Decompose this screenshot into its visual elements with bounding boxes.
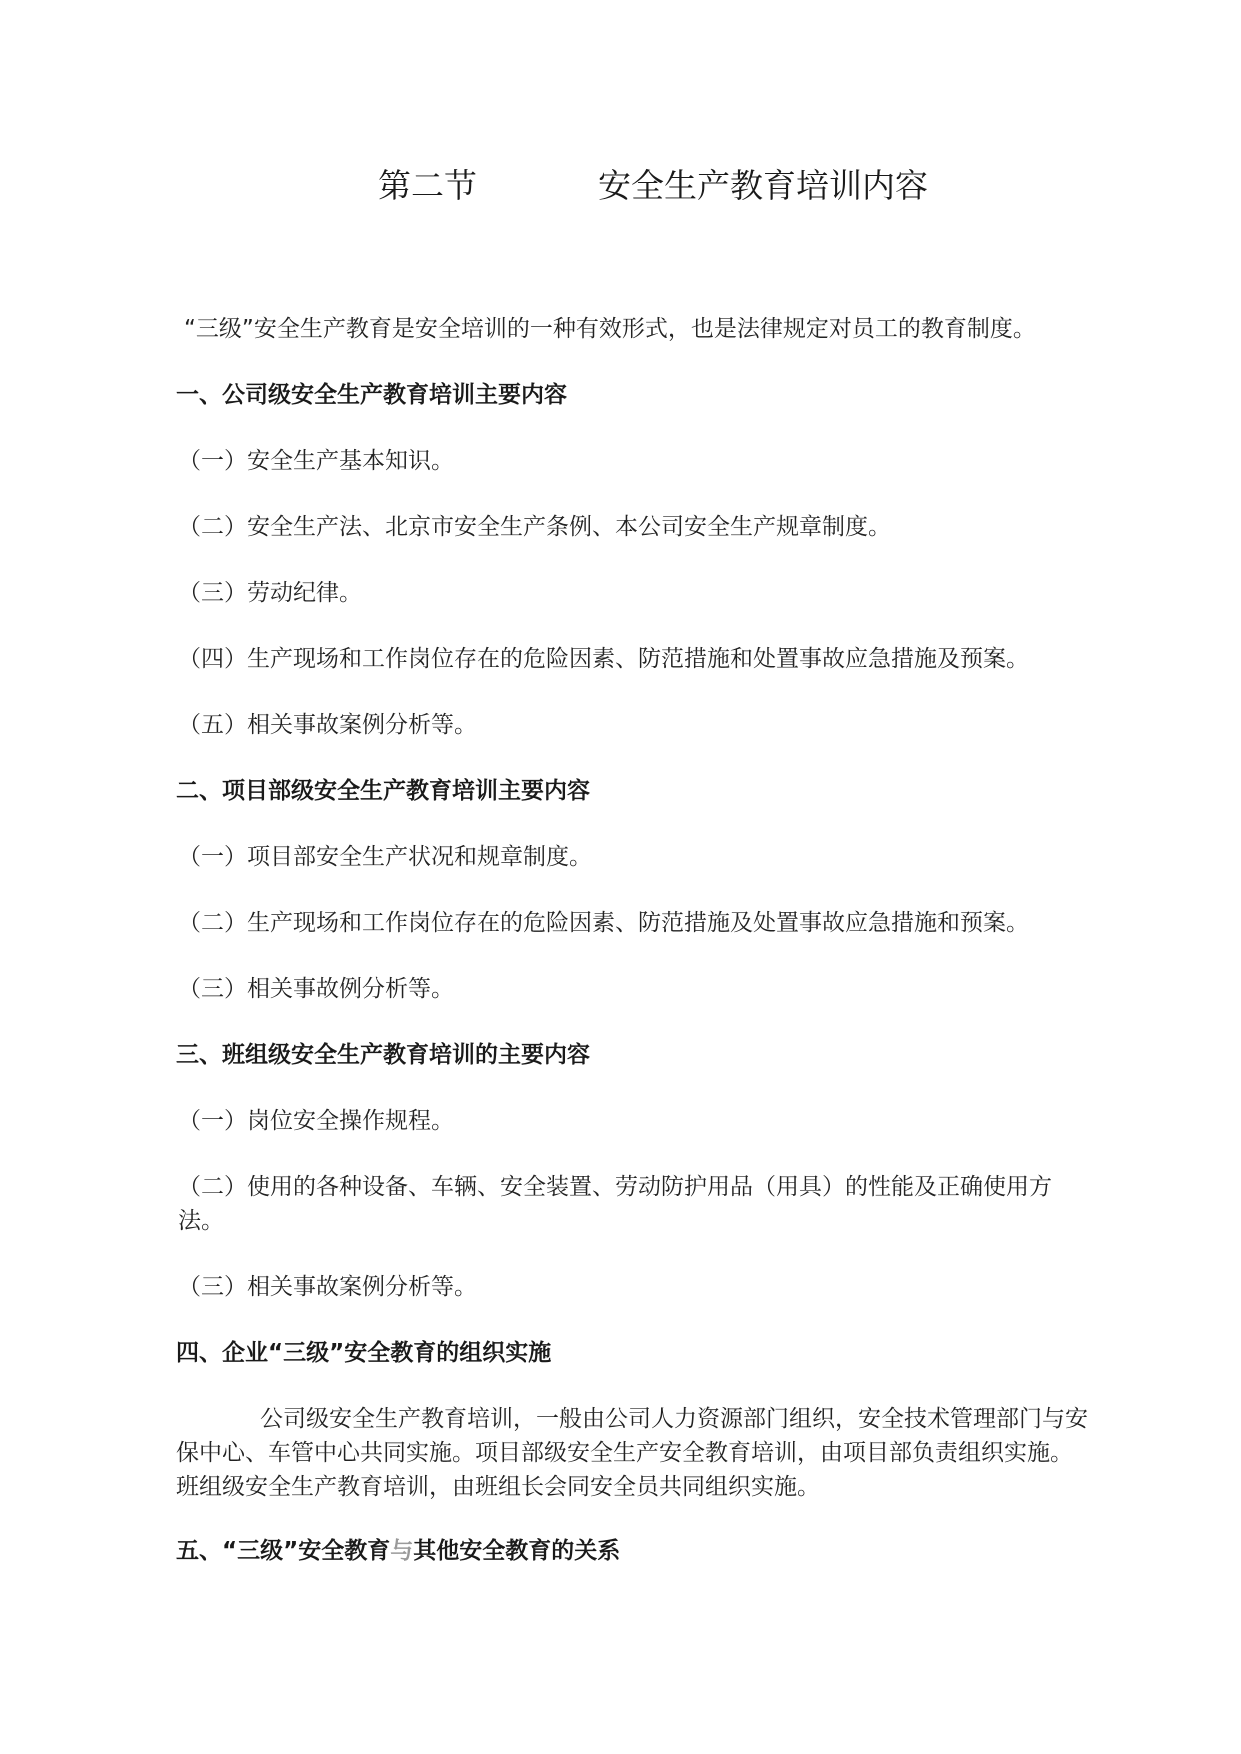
heading-relationship-faint-char: 与 (390, 1538, 414, 1564)
heading-project-level: 二、项目部级安全生产教育培训主要内容 (176, 778, 590, 804)
list-item: （五）相关事故案例分析等。 (178, 712, 477, 738)
heading-team-level: 三、班组级安全生产教育培训的主要内容 (176, 1042, 590, 1068)
list-item: （一）岗位安全操作规程。 (178, 1108, 454, 1134)
organization-paragraph: 公司级安全生产教育培训，一般由公司人力资源部门组织，安全技术管理部门与安保中心、车管中心共同实施。项目部级安全生产安全教育培训，由项目部负责组织实施。班组级安全生产教育培训，由班组长会同安全员共同组织实施。 (176, 1406, 1088, 1500)
intro-paragraph: “三级”安全生产教育是安全培训的一种有效形式，也是法律规定对员工的教育制度。 (184, 316, 1036, 342)
list-item: （二）生产现场和工作岗位存在的危险因素、防范措施及处置事故应急措施和预案。 (178, 910, 1029, 936)
document-body (176, 312, 1091, 1600)
list-item: （二）使用的各种设备、车辆、安全装置、劳动防护用品（用具）的性能及正确使用方法。 (178, 1174, 1052, 1234)
section-number: 第二节 (378, 166, 477, 205)
list-item: （三）相关事故例分析等。 (178, 976, 454, 1002)
heading-organization: 四、企业“三级”安全教育的组织实施 (176, 1340, 552, 1366)
heading-relationship-part1: 五、“三级”安全教育 (176, 1538, 391, 1564)
section-name: 安全生产教育培训内容 (598, 166, 928, 205)
heading-company-level: 一、公司级安全生产教育培训主要内容 (176, 382, 567, 408)
list-item: （一）项目部安全生产状况和规章制度。 (178, 844, 592, 870)
heading-relationship-part2: 其他安全教育的关系 (413, 1538, 621, 1564)
list-item: （二）安全生产法、北京市安全生产条例、本公司安全生产规章制度。 (178, 514, 891, 540)
section-title (0, 160, 1241, 208)
list-item: （三）相关事故案例分析等。 (178, 1274, 477, 1300)
list-item: （一）安全生产基本知识。 (178, 448, 454, 474)
list-item: （三）劳动纪律。 (178, 580, 362, 606)
heading-relationship (176, 1534, 1091, 1568)
list-item: （四）生产现场和工作岗位存在的危险因素、防范措施和处置事故应急措施及预案。 (178, 646, 1029, 672)
